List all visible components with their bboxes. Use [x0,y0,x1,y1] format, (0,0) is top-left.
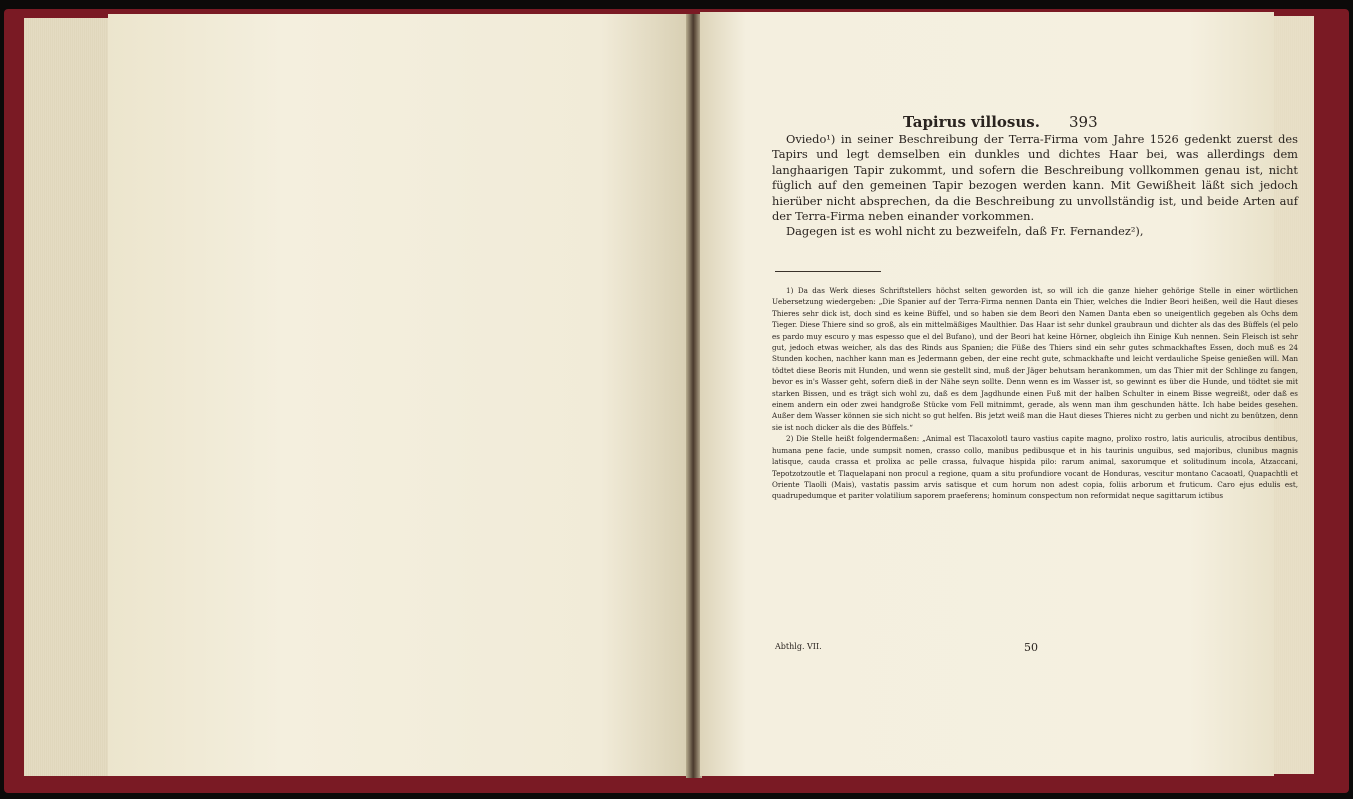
left-page [108,14,688,776]
body-paragraph: Dagegen ist es wohl nicht zu bezweifeln, daß Fr. Fernandez²), [786,224,1144,239]
footnotes [772,285,1298,502]
printer-signature: Abthlg. VII. [775,642,822,651]
left-page-stack [24,18,114,776]
footnote: 1) Da das Werk dieses Schriftstellers höchst selten geworden ist, so will ich die ganze hieher gehörige Stelle in einer wörtlichen Uebersetzung wiedergeben: „Die Spanier auf der Terra-Firma nennen Danta ein Thier, welches die Indier Beori heißen, weil die Haut dieses Thieres sehr dick ist, doch sind es keine Büffel, und so haben sie dem Beori den Namen Danta eben so uneigentlich gegeben als Ochs dem Tieger. Diese Thiere sind so groß, als ein mittelmäßiges Maulthier. Das Haar ist sehr dunkel graubraun und dichter als das des Büffels (el pelo es pardo muy escuro y mas espesso que el del Bufano), und der Beori hat keine Hörner, obgleich ihn Einige Kuh nennen. Sein Fleisch ist sehr gut, jedoch etwas weicher, als das des Rinds aus Spanien; die Füße des Thiers sind ein sehr gutes schmackhaftes Essen, doch muß es 24 Stunden kochen, nachher kann man es Jedermann geben, der eine recht gute, schmackhafte und leicht verdauliche Speise genießen will. Man tödtet diese Beoris mit Hunden, und wenn sie gestellt sind, muß der Jäger behutsam herankommen, um das Thier mit der Schlinge zu fangen, bevor es in's Wasser geht, sofern dieß in der Nähe seyn sollte. Denn wenn es im Wasser ist, so gewinnt es über die Hunde, und tödtet sie mit starken Bissen, und es trägt sich wohl zu, daß es dem Jagdhunde einen Fuß mit der halben Schulter in einem Bisse wegreißt, oder daß es einem andern ein oder zwei handgroße Stücke vom Fell mitnimmt, gerade, als wenn man ihm geschunden hätte. Ich habe beides gesehen. Außer dem Wasser können sie sich nicht so gut helfen. Bis jetzt weiß man die Haut dieses Thieres nicht zu gerben und nicht zu benützen, denn sie ist noch dicker als die des Büffels.“ [772,286,1298,432]
body-paragraph: Oviedo¹) in seiner Beschreibung der Terra-Firma vom Jahre 1526 gedenkt zuerst des Tapirs und legt demselben ein dunkles und dichtes Haar bei, was allerdings dem langhaarigen Tapir zukommt, und sofern die Beschreibung vollkommen genau ist, nicht füglich auf den gemeinen Tapir bezogen werden kann. Mit Gewißheit läßt sich jedoch hierüber nicht absprechen, da die Beschreibung zu unvollständig ist, und beide Arten auf der Terra-Firma neben einander vorkommen. [772,132,1298,224]
body-text [772,132,1298,240]
running-head-title: Tapirus villosus. [903,113,1040,131]
sheet-folio: 50 [1024,641,1038,654]
footnote-rule [775,271,881,272]
footnote: 2) Die Stelle heißt folgendermaßen: „Animal est Tlacaxolotl tauro vastius capite magno, prolixo rostro, latis auriculis, atrocibus dentibus, humana pene facie, unde sumpsit nomen, crasso collo, manibus pedibusque et in his taurinis unguibus, sed majoribus, clunibus magnis latisque, cauda crassa et prolixa ac pelle crassa, fulvaque hispida pilo: rarum animal, saxorumque et solitudinum incola, Atzaccani, Tepotzotzoutle et Tlaquelapani non procul a regione, quam a situ profundiore vocant de Honduras, vescitur montano Cacaoatl, Quapachtli et Oriente Tlaolli (Mais), vastatis passim arvis satisque et cum horum non adest copia, foliis arborum et fruticum. Caro ejus edulis est, quadrupedumque et pariter volatilium saporem praeferens; hominum conspectum non reformidat neque sagittarum ictibus [772,434,1298,501]
running-head-page-number: 393 [1069,113,1098,131]
